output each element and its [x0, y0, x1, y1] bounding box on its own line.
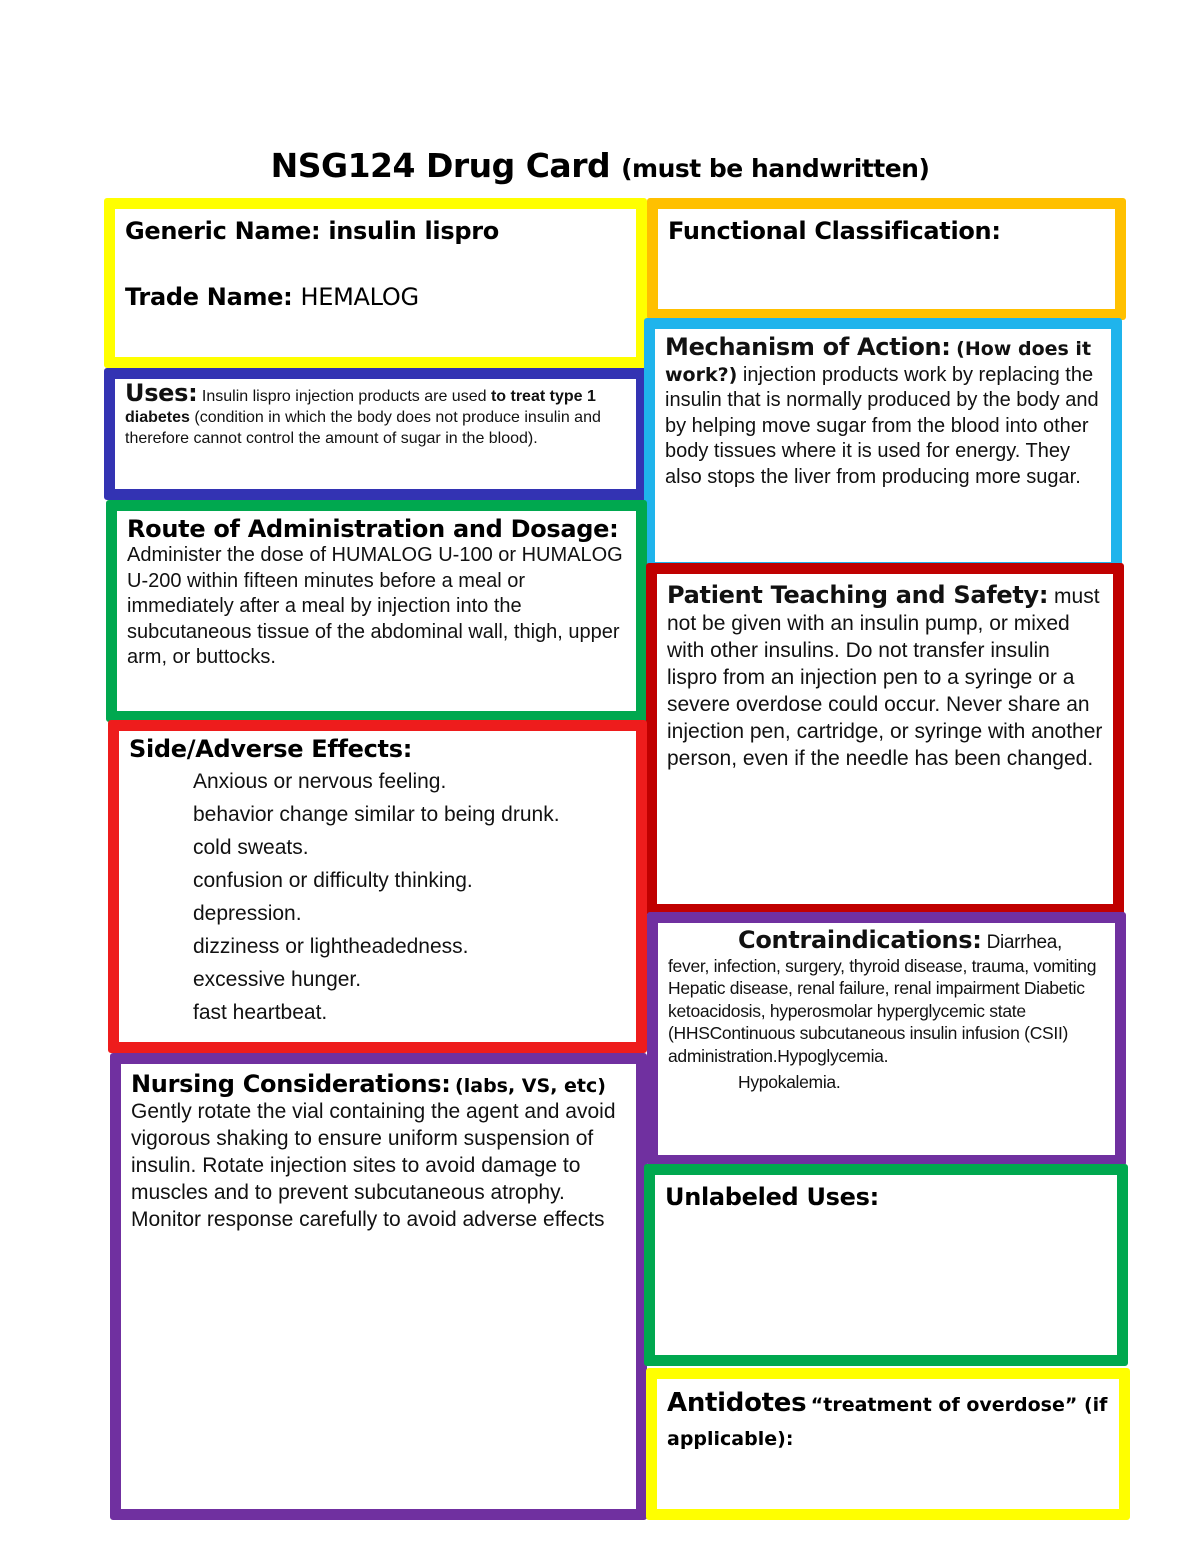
- route-label: Route of Administration and Dosage:: [127, 515, 619, 543]
- nursing-heading: [131, 1070, 626, 1098]
- side-effects-list: [129, 765, 626, 1029]
- generic-name: Generic Name: insulin lispro: [125, 217, 499, 245]
- contraindications-label: Contraindications:: [738, 926, 982, 954]
- patient-teaching-content: Patient Teaching and Safety: must not be given with an insulin pump, or mixed with other insulins. Do not transfer insulin lispro from an injection pen to a syringe or a severe overdose could occur. Never share an injection pen, cartridge, or syringe with another person, even if the needle has been changed.: [667, 581, 1103, 770]
- names-box: [104, 198, 647, 368]
- side-effects-label: Side/Adverse Effects:: [129, 735, 413, 763]
- mechanism-content: Mechanism of Action: (How does it work?) injection products work by replacing the insulin that is normally produced by the body and by helping move sugar from the blood into other body tissues where it is used for energy. They also stops the liver from producing more sugar.: [665, 333, 1099, 488]
- antidotes-note: “treatment of overdose” (if applicable):: [667, 1394, 1108, 1450]
- functional-classification-label: Functional Classification:: [668, 217, 1001, 245]
- nursing-box: [110, 1053, 647, 1520]
- functional-classification-box: [647, 198, 1126, 320]
- side-effects-box: [108, 720, 647, 1053]
- route-text: Administer the dose of HUMALOG U-100 or HUMALOG U-200 within fifteen minutes before a meal or immediately after a meal by injection into the subcutaneous tissue of the abdominal wall, thigh, upper arm, or buttocks.: [127, 544, 623, 668]
- generic-name-value: insulin lispro: [328, 217, 499, 245]
- unlabeled-uses-box: [644, 1164, 1128, 1366]
- title-main: NSG124 Drug Card: [270, 146, 611, 185]
- side-effect-item: confusion or difficulty thinking.: [193, 869, 473, 892]
- patient-teaching-label: Patient Teaching and Safety:: [667, 581, 1049, 609]
- contraindications-last: Hypokalemia.: [738, 1072, 841, 1092]
- side-effect-item: excessive hunger.: [193, 968, 362, 991]
- antidotes-content: [667, 1387, 1109, 1457]
- antidotes-box: [646, 1368, 1130, 1520]
- page-title: [0, 146, 1200, 185]
- title-note: (must be handwritten): [621, 154, 930, 183]
- uses-box: [104, 368, 647, 500]
- contraindications-text: fever, infection, surgery, thyroid disease, trauma, vomiting Hepatic disease, renal failure, renal impairment Diabetic ketoacidosis, hyperosmolar hyperglycemic state (HHSContinuous subcutaneous insulin infusion (CSII) administration.Hypoglycemia.: [668, 955, 1097, 1066]
- route-box: [106, 500, 647, 722]
- trade-name: Trade Name: HEMALOG: [125, 283, 419, 311]
- side-effect-item: dizziness or lightheadedness.: [193, 935, 469, 958]
- nursing-label: Nursing Considerations:: [131, 1070, 451, 1098]
- side-effect-item: behavior change similar to being drunk.: [193, 803, 560, 826]
- side-effect-item: depression.: [193, 902, 302, 925]
- contraindications-content: Contraindications: Diarrhea, fever, infection, surgery, thyroid disease, trauma, vomiting Hepatic disease, renal failure, renal impairment Diabetic ketoacidosis, hyperosmolar hyperglycemic state (HHSContinuous subcutaneous insulin infusion (CSII) administration.Hypoglycemia. Hypokalemia.: [668, 929, 1105, 1094]
- trade-name-value: HEMALOG: [300, 283, 419, 311]
- uses-label: Uses:: [125, 379, 198, 407]
- contraindications-box: [647, 912, 1126, 1166]
- mechanism-box: [644, 318, 1122, 573]
- uses-content: Uses: Insulin lispro injection products are used to treat type 1 diabetes (condition in which the body does not produce insulin and therefore cannot control the amount of sugar in the blood).: [125, 379, 601, 447]
- unlabeled-uses-label: Unlabeled Uses:: [665, 1183, 879, 1211]
- patient-teaching-box: [646, 563, 1124, 915]
- side-effect-item: fast heartbeat.: [193, 1001, 328, 1024]
- side-effect-item: cold sweats.: [193, 836, 309, 859]
- nursing-note: (labs, VS, etc): [455, 1075, 606, 1097]
- side-effect-item: Anxious or nervous feeling.: [193, 770, 447, 793]
- mechanism-label: Mechanism of Action:: [665, 333, 951, 361]
- antidotes-label: Antidotes: [667, 1388, 807, 1418]
- nursing-text: Gently rotate the vial containing the agent and avoid vigorous shaking to ensure uniform suspension of insulin. Rotate injection sites to avoid damage to muscles and to prevent subcutaneous atrophy. Monitor response carefully to avoid adverse effects: [131, 1100, 616, 1231]
